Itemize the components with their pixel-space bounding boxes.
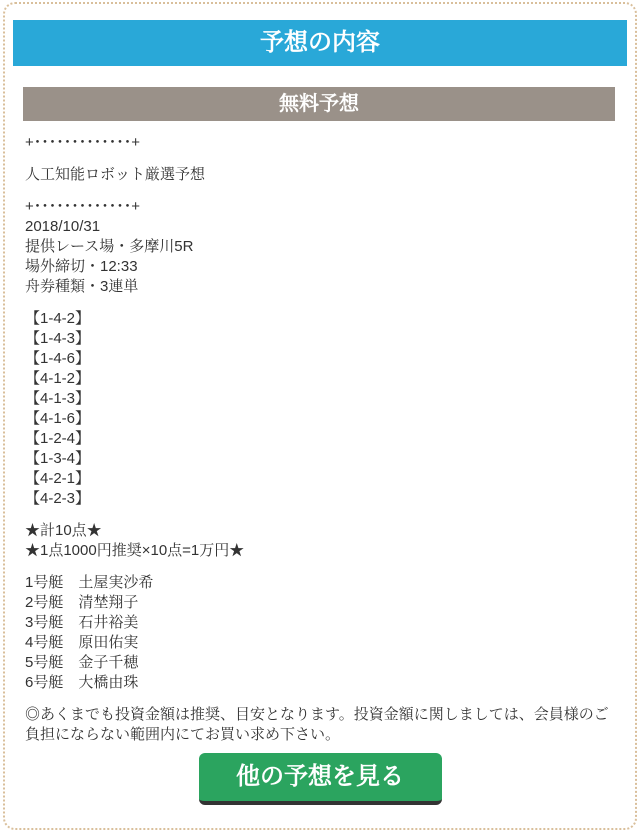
headline-text: 人工知能ロボット厳選予想 [25, 166, 206, 183]
view-other-predictions-button[interactable]: 他の予想を見る [199, 753, 442, 805]
boats-list [25, 573, 613, 693]
points-summary [25, 521, 613, 561]
boat-number: 2号艇 [25, 594, 64, 611]
boat-number: 5号艇 [25, 654, 64, 671]
pick-line: 【1-3-4】 [25, 450, 91, 467]
separator-line: +･････････････+ [25, 134, 141, 151]
racer-name: 原田佑実 [78, 634, 139, 651]
boat-row [25, 613, 613, 633]
disclaimer-note: ◎あくまでも投資金額は推奨、目安となります。投資金額に関しましては、会員様のご負担にならない範囲内にてお買い求め下さい。 [25, 706, 609, 743]
pick-line: 【4-2-3】 [25, 490, 91, 507]
prediction-body [5, 121, 635, 745]
race-date: 2018/10/31 [25, 218, 101, 235]
pick-line: 【1-4-2】 [25, 310, 91, 327]
pick-line: 【1-4-6】 [25, 350, 91, 367]
prediction-card [3, 2, 637, 830]
page-title: 予想の内容 [13, 20, 627, 66]
boat-number: 3号艇 [25, 614, 64, 631]
separator-line: +･････････････+ [25, 198, 141, 215]
boat-number: 6号艇 [25, 674, 64, 691]
separator-top [25, 133, 613, 153]
pick-line: 【4-1-3】 [25, 390, 91, 407]
pick-line: 【4-1-2】 [25, 370, 91, 387]
racer-name: 土屋実沙希 [78, 574, 154, 591]
racer-name: 清埜翔子 [78, 594, 139, 611]
boat-row [25, 633, 613, 653]
pick-line: 【4-2-1】 [25, 470, 91, 487]
boat-number: 4号艇 [25, 634, 64, 651]
boat-row [25, 653, 613, 673]
points-detail: ★1点1000円推奨×10点=1万円★ [25, 542, 245, 559]
racer-name: 石井裕美 [78, 614, 139, 631]
points-total: ★計10点★ [25, 522, 102, 539]
race-venue: 提供レース場・多摩川5R [25, 238, 194, 255]
pick-line: 【1-2-4】 [25, 430, 91, 447]
section-title-free-prediction: 無料予想 [23, 87, 615, 121]
bet-type: 舟券種類・3連単 [25, 278, 139, 295]
prediction-headline [25, 165, 613, 185]
boat-row [25, 573, 613, 593]
boat-row [25, 593, 613, 613]
racer-name: 金子千穂 [78, 654, 139, 671]
pick-line: 【4-1-6】 [25, 410, 91, 427]
picks-list [25, 309, 613, 509]
race-info [25, 197, 613, 297]
boat-number: 1号艇 [25, 574, 64, 591]
racer-name: 大橋由珠 [78, 674, 139, 691]
race-deadline: 場外締切・12:33 [25, 258, 138, 275]
boat-row [25, 673, 613, 693]
pick-line: 【1-4-3】 [25, 330, 91, 347]
cta-row [5, 753, 635, 805]
